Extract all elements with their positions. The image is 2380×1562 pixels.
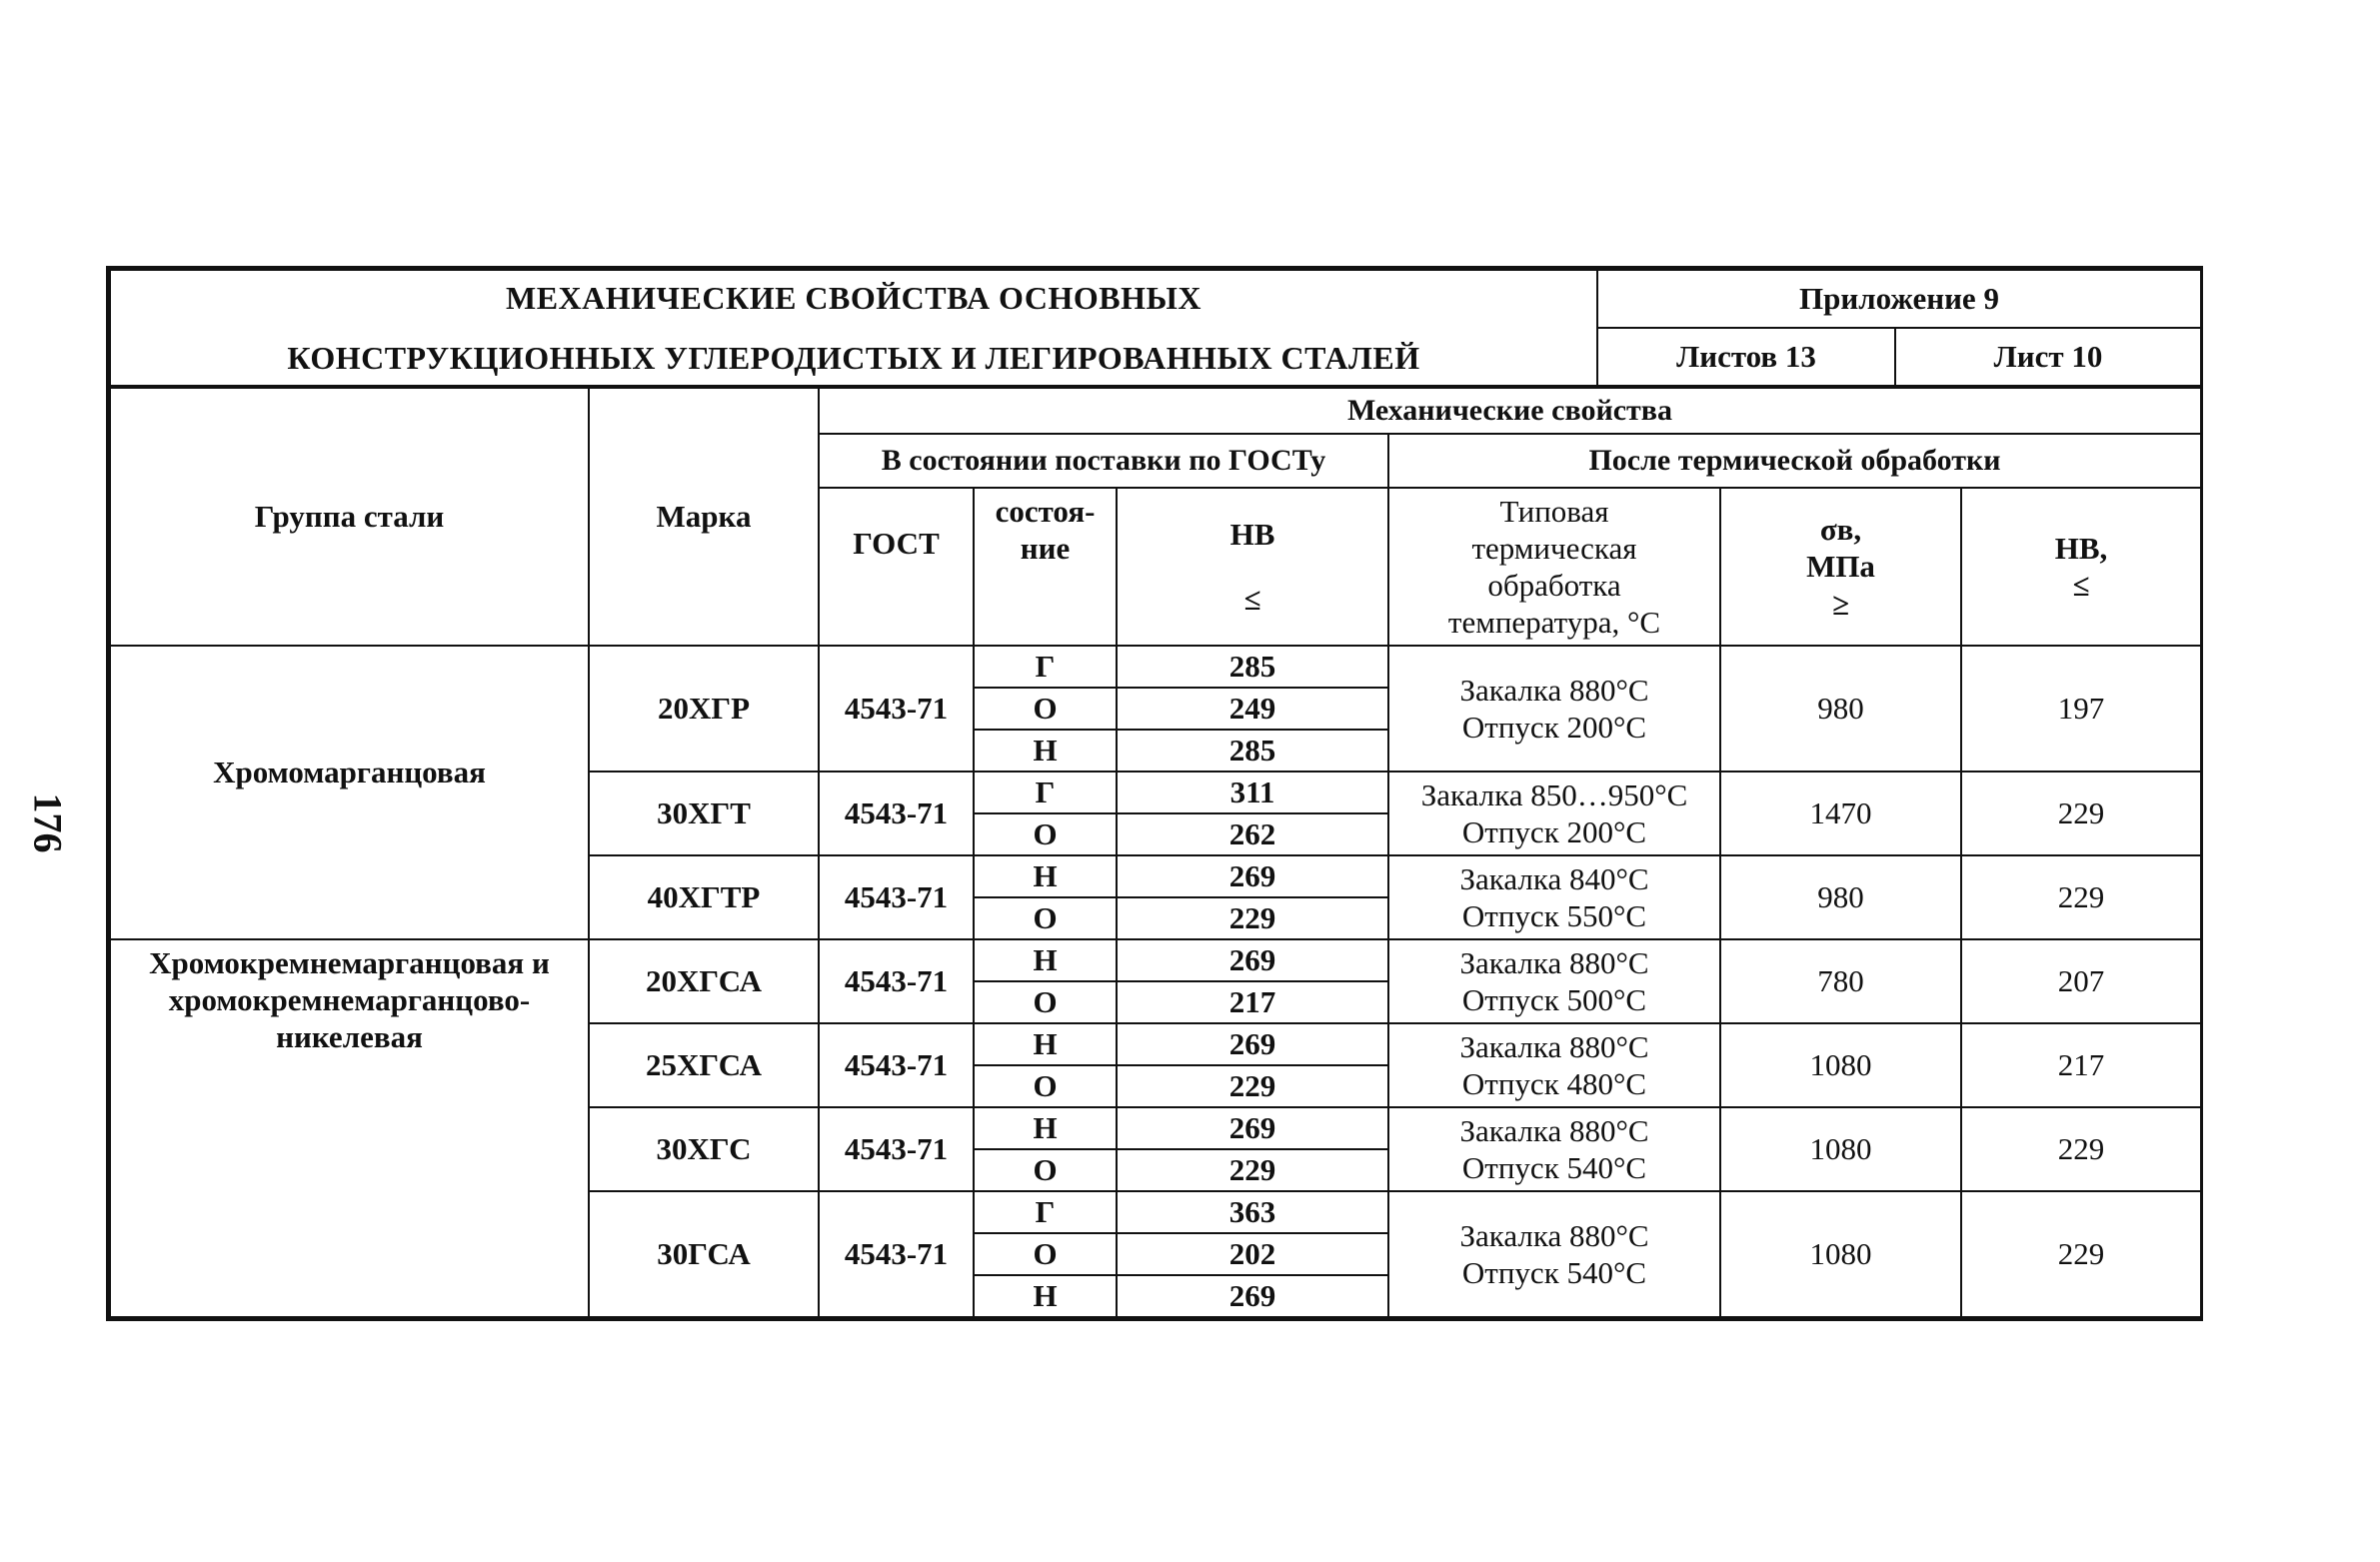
state-cell: Н <box>974 730 1117 772</box>
gost-cell: 4543-71 <box>819 772 974 855</box>
state-cell: О <box>974 1233 1117 1275</box>
heat-cell <box>1388 855 1720 939</box>
state-cell: О <box>974 1065 1117 1107</box>
sheet-current: Лист 10 <box>1895 328 2201 386</box>
typical-line-1: Типовая <box>1499 493 1609 529</box>
sigma-cell: 1080 <box>1720 1107 1961 1191</box>
hb-cell: 269 <box>1117 1023 1388 1065</box>
col-grade-header: Марка <box>589 388 819 646</box>
typical-line-4: температура, °С <box>1447 605 1661 641</box>
hb-cell: 269 <box>1117 855 1388 897</box>
hb-cell: 217 <box>1117 981 1388 1023</box>
temper-text: Отпуск 200°С <box>1461 710 1647 745</box>
grade-cell: 25ХГСА <box>589 1023 819 1107</box>
heat-cell <box>1388 772 1720 855</box>
gost-header <box>819 488 974 646</box>
sigma-cell: 1080 <box>1720 1023 1961 1107</box>
sigma-cell: 1080 <box>1720 1191 1961 1317</box>
hb-after-cell: 217 <box>1961 1023 2201 1107</box>
sigma-cell: 980 <box>1720 646 1961 772</box>
hb-after-cell: 229 <box>1961 1107 2201 1191</box>
state-cell: О <box>974 897 1117 939</box>
heat-cell <box>1388 1191 1720 1317</box>
grade-cell: 20ХГСА <box>589 939 819 1023</box>
group-cell: Хромокремнемарганцовая и хромокремнемарганцово-никелевая <box>110 939 589 1317</box>
state-cell: О <box>974 688 1117 730</box>
properties-table <box>109 387 2202 1318</box>
state-header-line-1: состоя- <box>995 494 1096 529</box>
heat-cell <box>1388 646 1720 772</box>
heat-cell <box>1388 1023 1720 1107</box>
quench-text: Закалка 880°С <box>1459 1028 1649 1064</box>
hb-after-cell: 229 <box>1961 855 2201 939</box>
temper-text: Отпуск 540°С <box>1461 1150 1647 1185</box>
title-block <box>109 269 2202 387</box>
hb-header <box>1117 488 1388 646</box>
hb-cell: 269 <box>1117 1107 1388 1149</box>
sigma-cell: 780 <box>1720 939 1961 1023</box>
ge-label: ≥ <box>1831 586 1849 622</box>
state-cell: Н <box>974 1107 1117 1149</box>
hb-after-cell: 229 <box>1961 772 2201 855</box>
state-header <box>974 488 1117 646</box>
state-cell: О <box>974 813 1117 855</box>
gost-cell: 4543-71 <box>819 855 974 939</box>
hb-cell: 311 <box>1117 772 1388 813</box>
state-header-line-2: ние <box>1020 531 1071 567</box>
hb-after-cell: 229 <box>1961 1191 2201 1317</box>
hb-cell: 269 <box>1117 1275 1388 1317</box>
document-sheet <box>106 266 2203 1321</box>
hb-cell: 363 <box>1117 1191 1388 1233</box>
temper-text: Отпуск 550°С <box>1461 898 1647 933</box>
temper-text: Отпуск 200°С <box>1461 814 1647 849</box>
grade-cell: 30ХГС <box>589 1107 819 1191</box>
sigma-cell: 980 <box>1720 855 1961 939</box>
hb-cell: 269 <box>1117 939 1388 981</box>
state-cell: Г <box>974 646 1117 688</box>
hb2-header <box>1961 488 2201 646</box>
title-line-2: КОНСТРУКЦИОННЫХ УГЛЕРОДИСТЫХ И ЛЕГИРОВАННЫХ СТАЛЕЙ <box>287 340 1420 376</box>
hb-cell: 285 <box>1117 646 1388 688</box>
gost-cell: 4543-71 <box>819 939 974 1023</box>
gost-cell: 4543-71 <box>819 1023 974 1107</box>
quench-text: Закалка 880°С <box>1459 1112 1649 1148</box>
state-cell: О <box>974 981 1117 1023</box>
sigma-label: σв, <box>1819 512 1862 548</box>
state-cell: Г <box>974 772 1117 813</box>
hb-header-le: ≤ <box>1243 582 1261 617</box>
hb-cell: 249 <box>1117 688 1388 730</box>
typical-line-3: обработка <box>1487 568 1621 603</box>
hb2-label: НВ, <box>2054 530 2108 566</box>
state-cell: Н <box>974 1275 1117 1317</box>
gost-cell: 4543-71 <box>819 1107 974 1191</box>
sigma-cell: 1470 <box>1720 772 1961 855</box>
typical-line-2: термическая <box>1471 530 1637 566</box>
hb-cell: 229 <box>1117 1065 1388 1107</box>
state-cell: Н <box>974 939 1117 981</box>
state-cell: О <box>974 1149 1117 1191</box>
temper-text: Отпуск 480°С <box>1461 1066 1647 1101</box>
gost-cell: 4543-71 <box>819 646 974 772</box>
table-row <box>110 939 2201 981</box>
group-cell: Хромомарганцовая <box>110 646 589 939</box>
gost-header-label: ГОСТ <box>853 526 940 561</box>
temper-text: Отпуск 500°С <box>1461 982 1647 1017</box>
hb-cell: 229 <box>1117 897 1388 939</box>
quench-text: Закалка 850…950°С <box>1420 777 1688 812</box>
page-number: 176 <box>25 792 71 853</box>
gost-cell: 4543-71 <box>819 1191 974 1317</box>
hb-after-cell: 197 <box>1961 646 2201 772</box>
state-cell: Г <box>974 1191 1117 1233</box>
title-line-1: МЕХАНИЧЕСКИЕ СВОЙСТВА ОСНОВНЫХ <box>506 279 1201 316</box>
delivery-header: В состоянии поставки по ГОСТу <box>819 434 1388 488</box>
state-cell: Н <box>974 1023 1117 1065</box>
heat-cell <box>1388 1107 1720 1191</box>
quench-text: Закалка 880°С <box>1459 944 1649 980</box>
grade-cell: 20ХГР <box>589 646 819 772</box>
hb-cell: 262 <box>1117 813 1388 855</box>
mpa-label: МПа <box>1806 549 1875 585</box>
sigma-header <box>1720 488 1961 646</box>
quench-text: Закалка 880°С <box>1459 1217 1649 1253</box>
hb-after-cell: 207 <box>1961 939 2201 1023</box>
quench-text: Закалка 840°С <box>1459 860 1649 896</box>
grade-cell: 30ГСА <box>589 1191 819 1317</box>
document-title <box>110 270 1597 386</box>
typical-header <box>1388 488 1720 646</box>
state-cell: Н <box>974 855 1117 897</box>
quench-text: Закалка 880°С <box>1459 672 1649 708</box>
hb-header-label: НВ <box>1229 516 1275 552</box>
heat-cell <box>1388 939 1720 1023</box>
hb-cell: 229 <box>1117 1149 1388 1191</box>
hb2-le: ≤ <box>2072 568 2090 603</box>
hb-cell: 202 <box>1117 1233 1388 1275</box>
appendix-label: Приложение 9 <box>1597 270 2201 328</box>
after-heat-header: После термической обработки <box>1388 434 2201 488</box>
hb-cell: 285 <box>1117 730 1388 772</box>
col-group-header: Группа стали <box>110 388 589 646</box>
grade-cell: 40ХГТР <box>589 855 819 939</box>
temper-text: Отпуск 540°С <box>1461 1255 1647 1290</box>
mech-props-header: Механические свойства <box>819 388 2201 434</box>
sheets-total: Листов 13 <box>1597 328 1895 386</box>
grade-cell: 30ХГТ <box>589 772 819 855</box>
table-row <box>110 646 2201 688</box>
